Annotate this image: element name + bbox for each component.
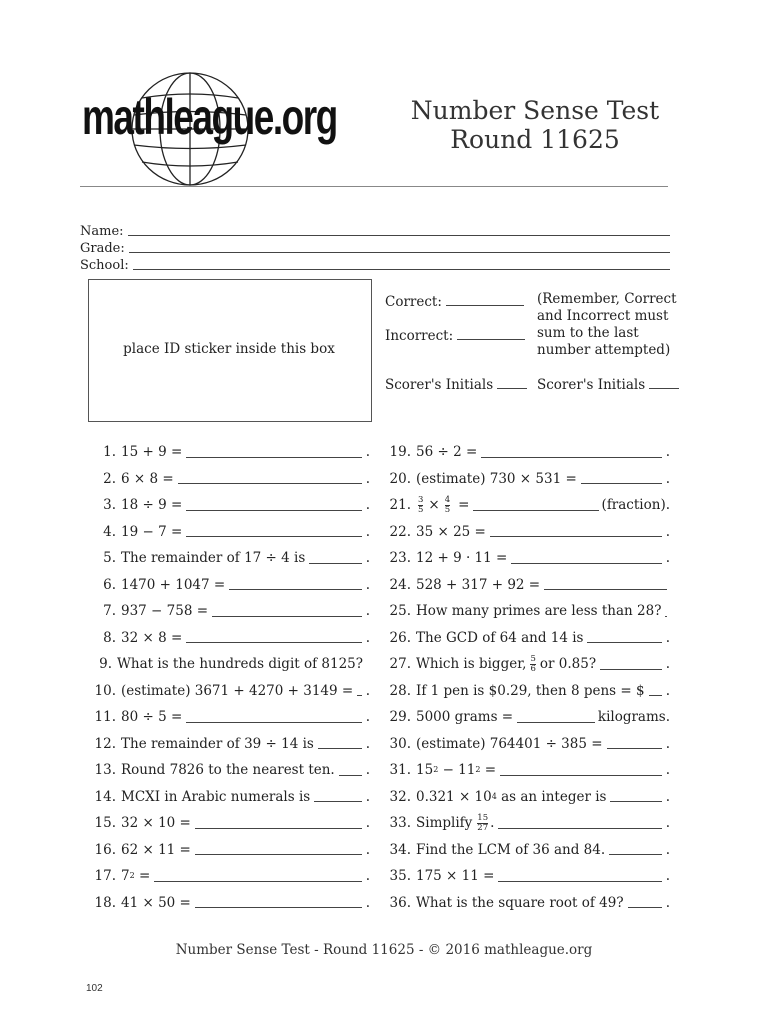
grade-line[interactable] [129, 252, 670, 253]
question-10: 10. (estimate) 3671 + 4270 + 3149 = . [94, 682, 370, 699]
scorer-initials-line-2[interactable] [649, 388, 679, 389]
question-14: 14. MCXI in Arabic numerals is . [94, 788, 370, 805]
answer-line-29[interactable] [517, 722, 595, 723]
question-9: 9. What is the hundreds digit of 8125? [99, 656, 363, 672]
answer-line-20[interactable] [581, 483, 662, 484]
answer-line-6[interactable] [229, 589, 361, 590]
correct-label: Correct: [385, 294, 442, 310]
question-17: 17. 7 2 = . [94, 868, 370, 884]
scorer-initials-1[interactable] [385, 377, 527, 393]
question-27: 27. Which is bigger, $\frac{5}{6}$ or 0.85? . [389, 653, 670, 674]
answer-line-5[interactable] [309, 563, 361, 564]
answer-line-36[interactable] [628, 907, 662, 908]
question-20: 20. (estimate) 730 × 531 = . [389, 470, 670, 487]
answer-line-13[interactable] [339, 775, 362, 776]
answer-line-21[interactable] [473, 510, 598, 511]
question-21: 21. $\frac{3}{5}$ × $\frac{4}{5}$ = (fraction). [389, 494, 670, 515]
logo-wordmark: mathleague.org [82, 89, 337, 145]
title-line-2: Round 11625 [450, 125, 620, 154]
question-3: 3. 18 ÷ 9 = . [103, 497, 370, 513]
answer-line-8[interactable] [186, 642, 361, 643]
question-35: 35. 175 × 11 = . [389, 868, 670, 884]
question-7: 7. 937 − 758 = . [103, 603, 370, 619]
question-4: 4. 19 − 7 = . [103, 523, 370, 540]
answer-line-18[interactable] [195, 907, 362, 908]
question-1: 1. 15 + 9 = . [103, 444, 370, 460]
answer-line-22[interactable] [490, 536, 662, 537]
answer-line-30[interactable] [607, 748, 662, 749]
question-8: 8. 32 × 8 = . [103, 629, 370, 646]
header-divider [80, 186, 668, 187]
question-5: 5. The remainder of 17 ÷ 4 is . [103, 550, 370, 566]
answer-line-10[interactable] [357, 695, 361, 696]
answer-line-27[interactable] [600, 669, 662, 670]
scorer-initials-label-2: Scorer's Initials [537, 377, 646, 393]
name-label: Name: [80, 224, 124, 239]
question-22: 22. 35 × 25 = . [389, 523, 670, 540]
question-15: 15. 32 × 10 = . [94, 815, 370, 831]
page-number: 102 [86, 983, 103, 994]
correct-line[interactable] [446, 305, 524, 306]
grade-label: Grade: [80, 241, 125, 256]
question-24: 24. 528 + 317 + 92 = [375, 574, 670, 596]
scorer-initials-line-1[interactable] [497, 388, 527, 389]
school-label: School: [80, 258, 129, 273]
answer-line-17[interactable] [154, 881, 361, 882]
question-18: 18. 41 × 50 = . [94, 894, 370, 911]
answer-line-12[interactable] [318, 748, 362, 749]
question-13: 13. Round 7826 to the nearest ten. . [94, 762, 370, 778]
question-12: 12. The remainder of 39 ÷ 14 is . [94, 735, 370, 752]
title-line-1: Number Sense Test [410, 96, 660, 125]
question-31: 31. 15 2 − 11 2 = . [389, 762, 670, 778]
answer-line-31[interactable] [500, 775, 662, 776]
id-sticker-instruction: place ID sticker inside this box [123, 341, 335, 357]
question-23: 23. 12 + 9 · 11 = . [389, 550, 670, 566]
answer-line-24[interactable] [544, 589, 667, 590]
answer-line-34[interactable] [609, 854, 662, 855]
question-29: 29. 5000 grams = kilograms. [389, 709, 670, 725]
answer-line-15[interactable] [195, 828, 362, 829]
question-33: 33. Simplify $\frac{15}{27}$ . . [389, 812, 670, 833]
question-26: 26. The GCD of 64 and 14 is . [389, 629, 670, 646]
scoring-reminder: (Remember, Correct and Incorrect must sum to the last number attempted) [537, 291, 677, 358]
answer-line-7[interactable] [212, 616, 362, 617]
question-16: 16. 62 × 11 = . [94, 841, 370, 858]
question-32: 32. 0.321 × 10 4 as an integer is . [389, 788, 670, 805]
scorer-initials-label-1: Scorer's Initials [385, 377, 494, 393]
fraction-15-27: $\frac{15}{27}$ [477, 812, 489, 833]
question-30: 30. (estimate) 764401 ÷ 385 = . [389, 735, 670, 752]
question-11: 11. 80 ÷ 5 = . [94, 709, 370, 725]
scorer-initials-2[interactable] [537, 377, 679, 393]
answer-line-23[interactable] [511, 563, 661, 564]
school-field[interactable] [80, 256, 670, 273]
page-title [400, 96, 670, 154]
answer-line-28[interactable] [649, 695, 662, 696]
question-19: 19. 56 ÷ 2 = . [389, 444, 670, 460]
grade-field[interactable] [80, 239, 670, 256]
name-field[interactable] [80, 222, 670, 239]
answer-line-11[interactable] [186, 722, 361, 723]
name-line[interactable] [128, 235, 670, 236]
incorrect-field[interactable] [385, 328, 525, 344]
school-line[interactable] [133, 269, 670, 270]
incorrect-label: Incorrect: [385, 328, 454, 344]
answer-line-14[interactable] [314, 801, 361, 802]
answer-line-35[interactable] [498, 881, 661, 882]
answer-line-32[interactable] [610, 801, 661, 802]
question-28: 28. If 1 pen is $0.29, then 8 pens = $ . [389, 682, 670, 699]
answer-line-2[interactable] [178, 483, 362, 484]
question-25: 25. How many primes are less than 28? [375, 600, 670, 622]
answer-line-19[interactable] [481, 457, 661, 458]
correct-field[interactable] [385, 294, 524, 310]
question-34: 34. Find the LCM of 36 and 84. . [389, 841, 670, 858]
incorrect-line[interactable] [457, 339, 525, 340]
question-36: 36. What is the square root of 49? . [389, 894, 670, 911]
page-footer: Number Sense Test - Round 11625 - © 2016 mathleague.org [175, 942, 593, 958]
answer-line-25[interactable] [665, 616, 667, 617]
answer-line-33[interactable] [498, 828, 661, 829]
fraction-5-6: $\frac{5}{6}$ [530, 653, 536, 674]
answer-line-4[interactable] [186, 536, 361, 537]
fraction-4-5: $\frac{4}{5}$ [444, 494, 451, 515]
answer-line-3[interactable] [186, 510, 361, 511]
fraction-3-5: $\frac{3}{5}$ [418, 494, 424, 515]
answer-line-1[interactable] [186, 457, 361, 458]
question-2: 2. 6 × 8 = . [103, 470, 370, 487]
question-6: 6. 1470 + 1047 = . [103, 576, 370, 593]
answer-line-26[interactable] [587, 642, 661, 643]
answer-line-16[interactable] [195, 854, 362, 855]
